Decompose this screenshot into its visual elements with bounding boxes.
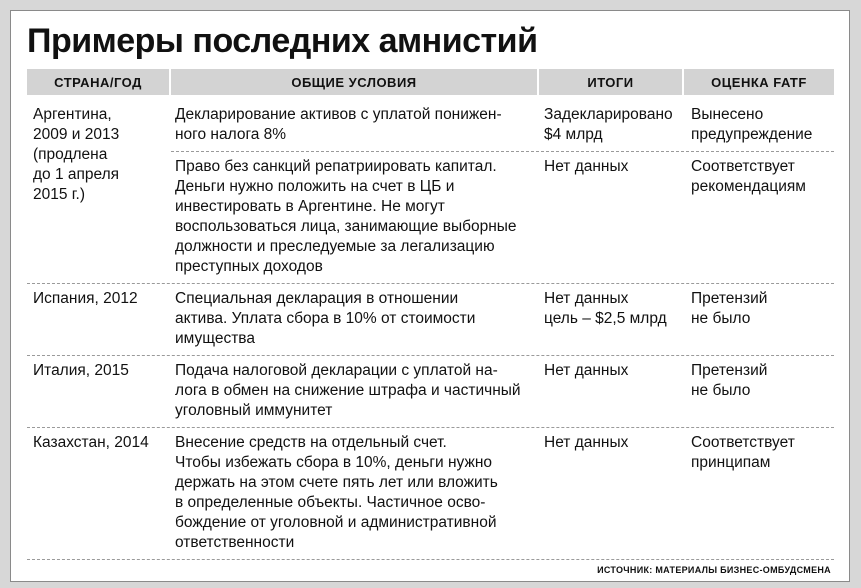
results-cell <box>544 289 667 329</box>
fatf-cell-line: рекомендациям <box>691 178 806 195</box>
results-cell <box>544 433 628 453</box>
fatf-cell-line: Соответствует <box>691 434 795 451</box>
fatf-cell-line: Претензий <box>691 290 768 307</box>
row-divider <box>27 559 834 560</box>
conditions-cell-line: Подача налоговой декларации с уплатой на- <box>175 362 498 379</box>
country-cell-line: Италия, 2015 <box>33 362 129 379</box>
country-cell <box>33 361 129 381</box>
conditions-cell <box>175 105 502 145</box>
conditions-cell-line: Чтобы избежать сбора в 10%, деньги нужно <box>175 454 492 471</box>
conditions-cell <box>175 433 498 553</box>
country-cell-line: Казахстан, 2014 <box>33 434 149 451</box>
country-cell <box>33 433 149 453</box>
header-fatf: ОЦЕНКА FATF <box>684 69 834 95</box>
conditions-cell-line: уголовный иммунитет <box>175 402 333 419</box>
conditions-cell-line: должности и преследуемые за легализацию <box>175 238 495 255</box>
header-country: СТРАНА/ГОД <box>27 69 169 95</box>
results-cell-line: цель – $2,5 млрд <box>544 310 667 327</box>
conditions-cell-line: инвестировать в Аргентине. Не могут <box>175 198 445 215</box>
conditions-cell-line: Декларирование активов с уплатой понижен- <box>175 106 502 123</box>
fatf-cell-line: не было <box>691 382 751 399</box>
conditions-cell <box>175 361 521 421</box>
results-cell <box>544 361 628 381</box>
fatf-cell <box>691 433 795 473</box>
entry-divider <box>171 151 834 152</box>
conditions-cell-line: актива. Уплата сбора в 10% от стоимости <box>175 310 476 327</box>
country-cell <box>33 105 119 205</box>
conditions-cell-line: Право без санкций репатриировать капитал. <box>175 158 497 175</box>
fatf-cell-line: Претензий <box>691 362 768 379</box>
conditions-cell-line: воспользоваться лица, занимающие выборные <box>175 218 517 235</box>
source-note: ИСТОЧНИК: МАТЕРИАЛЫ БИЗНЕС-ОМБУДСМЕНА <box>597 565 831 575</box>
conditions-cell <box>175 289 475 349</box>
conditions-cell-line: имущества <box>175 330 255 347</box>
results-cell <box>544 105 673 145</box>
conditions-cell-line: в определенные объекты. Частичное осво- <box>175 494 486 511</box>
header-conditions: ОБЩИЕ УСЛОВИЯ <box>171 69 537 95</box>
conditions-cell-line: Специальная декларация в отношении <box>175 290 459 307</box>
conditions-cell-line: преступных доходов <box>175 258 323 275</box>
results-cell-line: Нет данных <box>544 290 629 307</box>
results-cell <box>544 157 628 177</box>
results-cell-line: Нет данных <box>544 158 629 175</box>
results-cell-line: $4 млрд <box>544 126 603 143</box>
results-cell-line: Нет данных <box>544 434 629 451</box>
country-cell-line: 2015 г.) <box>33 186 86 203</box>
fatf-cell-line: Соответствует <box>691 158 795 175</box>
fatf-cell-line: Вынесено <box>691 106 764 123</box>
country-cell-line: Испания, 2012 <box>33 290 138 307</box>
fatf-cell <box>691 289 767 329</box>
results-cell-line: Нет данных <box>544 362 629 379</box>
fatf-cell-line: предупреждение <box>691 126 813 143</box>
conditions-cell-line: ного налога 8% <box>175 126 287 143</box>
results-cell-line: Задекларировано <box>544 106 673 123</box>
infographic-frame <box>10 10 850 582</box>
row-divider <box>27 355 834 356</box>
conditions-cell-line: лога в обмен на снижение штрафа и частичный <box>175 382 521 399</box>
fatf-cell <box>691 105 812 145</box>
fatf-cell-line: принципам <box>691 454 771 471</box>
fatf-cell-line: не было <box>691 310 751 327</box>
country-cell-line: до 1 апреля <box>33 166 120 183</box>
country-cell-line: (продлена <box>33 146 108 163</box>
country-cell-line: Аргентина, <box>33 106 112 123</box>
conditions-cell-line: Деньги нужно положить на счет в ЦБ и <box>175 178 455 195</box>
conditions-cell <box>175 157 517 277</box>
fatf-cell <box>691 157 806 197</box>
header-results: ИТОГИ <box>539 69 682 95</box>
conditions-cell-line: ответственности <box>175 534 295 551</box>
row-divider <box>27 427 834 428</box>
page-title: Примеры последних амнистий <box>27 22 538 60</box>
country-cell-line: 2009 и 2013 <box>33 126 120 143</box>
row-divider <box>27 283 834 284</box>
conditions-cell-line: держать на этом счете пять лет или вложить <box>175 474 498 491</box>
country-cell <box>33 289 138 309</box>
conditions-cell-line: Внесение средств на отдельный счет. <box>175 434 447 451</box>
conditions-cell-line: бождение от уголовной и административной <box>175 514 497 531</box>
fatf-cell <box>691 361 767 401</box>
